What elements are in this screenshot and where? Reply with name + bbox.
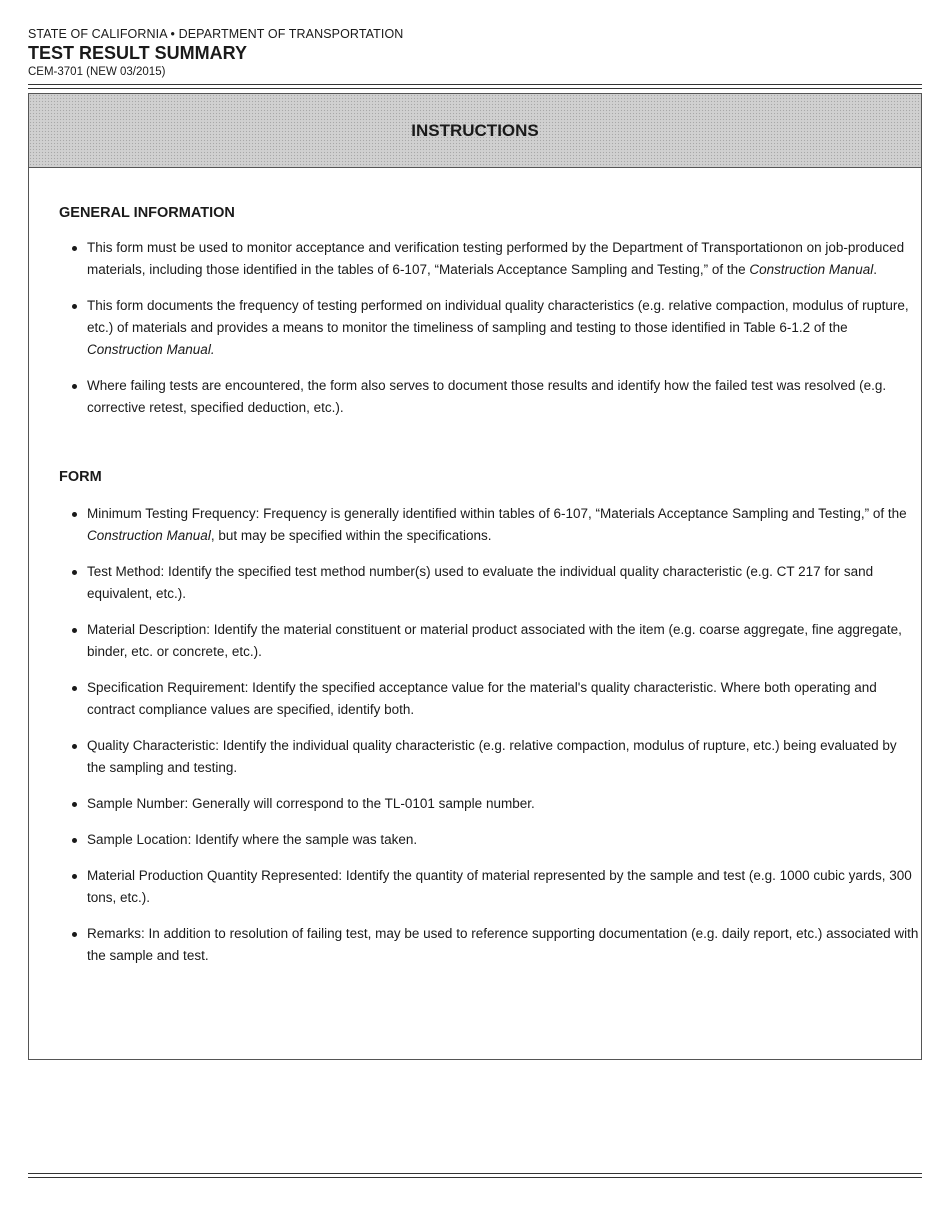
list-item — [59, 793, 919, 815]
list-item — [59, 735, 919, 779]
instructions-title: INSTRUCTIONS — [411, 120, 539, 140]
list-item — [59, 561, 919, 605]
list-item-text: Sample Number: Generally will correspond to the TL-0101 sample number. — [87, 796, 535, 811]
general-information-list — [59, 237, 921, 419]
list-item — [59, 237, 919, 281]
list-item-text: This form must be used to monitor acceptance and verification testing performed by the Department of Transportationon on job-produced materials, including those identified in the tables of 6-107, “Materials Acceptance Sampling and Testing,” of the — [87, 240, 905, 277]
instructions-banner — [29, 94, 921, 168]
list-item — [59, 619, 919, 663]
list-item-tail: , but may be specified within the specifications. — [210, 528, 492, 543]
form-heading: FORM — [59, 469, 102, 485]
general-information-heading: GENERAL INFORMATION — [59, 205, 235, 221]
list-item — [59, 829, 919, 851]
agency-header: STATE OF CALIFORNIA • DEPARTMENT OF TRANSPORTATION — [28, 27, 404, 41]
footer-rule-bottom — [28, 1177, 922, 1178]
list-item-text: Remarks: In addition to resolution of failing test, may be used to reference supporting documentation (e.g. daily report, etc.) associated with the sample and test. — [87, 926, 919, 963]
list-item-text: This form documents the frequency of testing performed on individual quality characteristics (e.g. relative compaction, modulus of rupture, etc.) of materials and provides a means to monitor the timeliness of sampling and testing to those identified in Table 6-1.2 of the — [87, 298, 909, 335]
form-title: TEST RESULT SUMMARY — [28, 43, 247, 63]
list-item-tail: . — [873, 262, 877, 277]
list-item-text: Minimum Testing Frequency: Frequency is generally identified within tables of 6-107, “Materials Acceptance Sampling and Testing,” of the — [87, 506, 907, 521]
list-item-text: Test Method: Identify the specified test method number(s) used to evaluate the individual quality characteristic (e.g. CT 217 for sand equivalent, etc.). — [87, 564, 874, 601]
header-rule-bottom — [28, 88, 922, 89]
form-list — [59, 503, 921, 967]
list-item-text: Where failing tests are encountered, the form also serves to document those results and identify how the failed test was resolved (e.g. corrective retest, specified deduction, etc.). — [87, 378, 887, 415]
instructions-content — [29, 205, 921, 967]
manual-title: Construction Manual. — [87, 342, 215, 357]
list-item-text: Quality Characteristic: Identify the individual quality characteristic (e.g. relative compaction, modulus of rupture, etc.) being evaluated by the sampling and testing. — [87, 738, 897, 775]
list-item — [59, 503, 919, 547]
list-item — [59, 375, 919, 419]
list-item-text: Material Production Quantity Represented: Identify the quantity of material represented by the sample and test (e.g. 1000 cubic yards, 300 tons, etc.). — [87, 868, 912, 905]
footer-rule-top — [28, 1173, 922, 1174]
list-item — [59, 923, 919, 967]
manual-title: Construction Manual — [87, 528, 211, 543]
list-item-text: Material Description: Identify the material constituent or material product associated with the item (e.g. coarse aggregate, fine aggregate, binder, etc. or concrete, etc.). — [87, 622, 902, 659]
list-item — [59, 677, 919, 721]
header-rule-top — [28, 84, 922, 85]
list-item-text: Sample Location: Identify where the sample was taken. — [87, 832, 418, 847]
list-item — [59, 295, 919, 361]
manual-title: Construction Manual — [749, 262, 874, 277]
form-number: CEM-3701 (NEW 03/2015) — [28, 66, 166, 78]
instructions-box — [28, 93, 922, 1060]
list-item — [59, 865, 919, 909]
list-item-text: Specification Requirement: Identify the specified acceptance value for the material's quality characteristic. Where both operating and contract compliance values are specified, identify both. — [87, 680, 877, 717]
